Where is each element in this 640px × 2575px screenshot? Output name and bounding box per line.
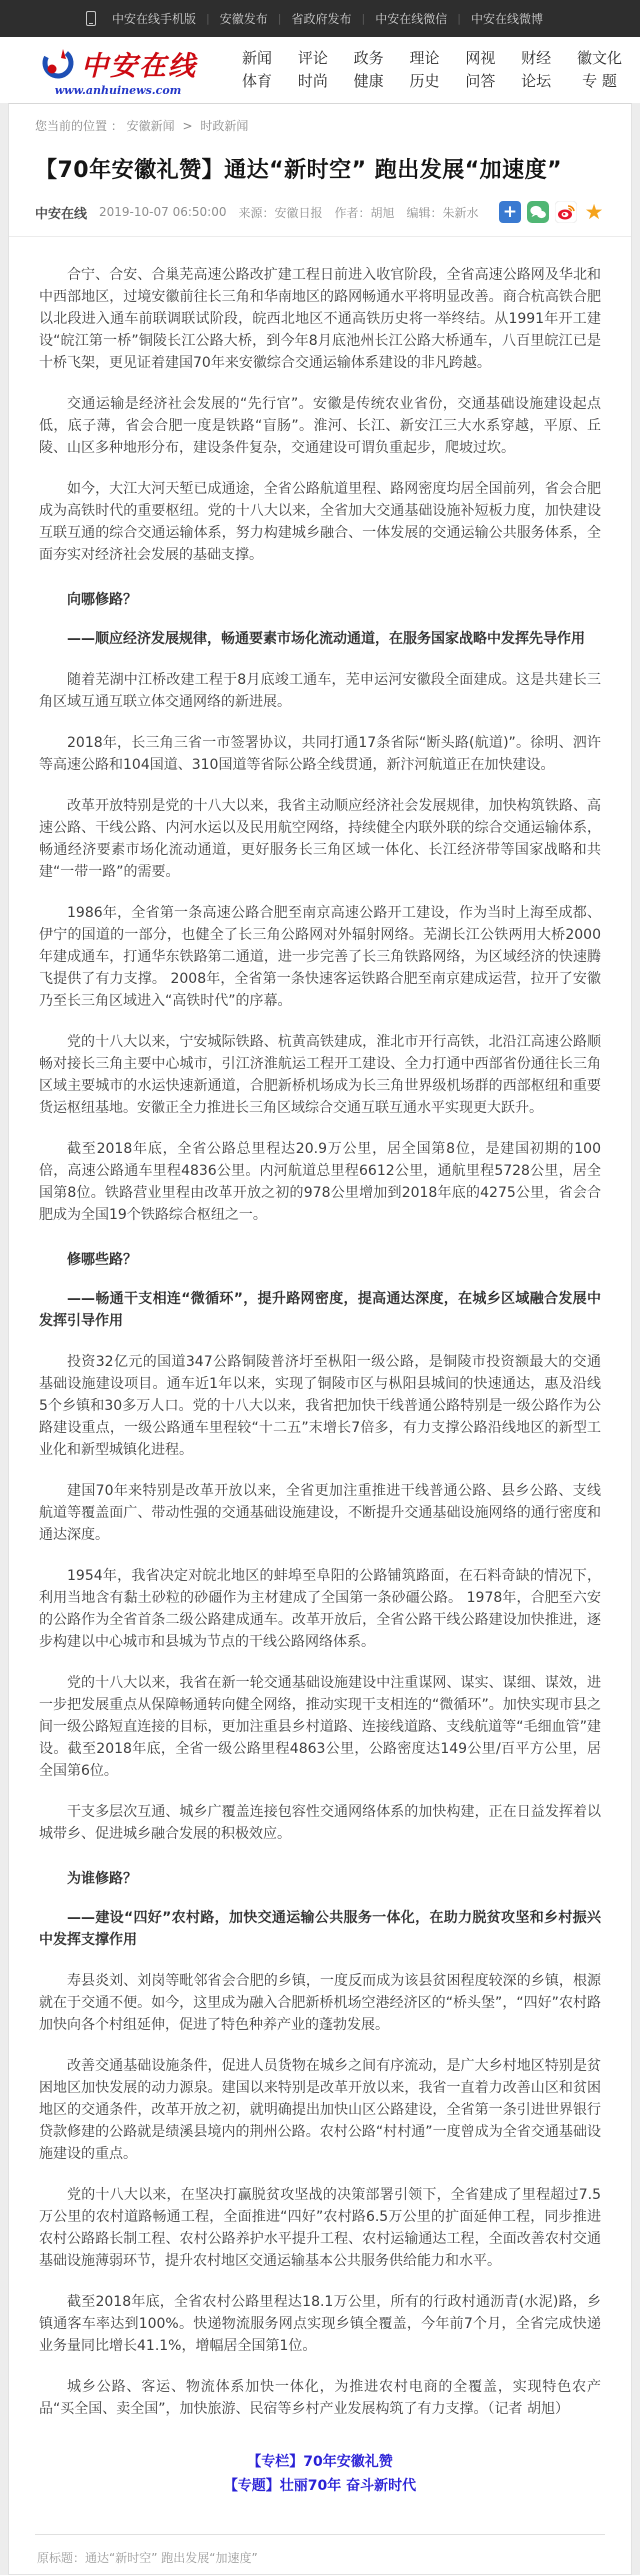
original-title-note: 原标题：通达“新时空” 跑出发展“加速度”	[35, 2534, 605, 2574]
article-meta	[9, 188, 631, 237]
article-paragraph: 随着芜湖中江桥改建工程于8月底竣工通车，芜申运河安徽段全面建成。这是共建长三角区域互通互联立体交通网络的新进展。	[39, 672, 601, 710]
nav-item-2[interactable]	[354, 47, 384, 94]
share-plus-icon[interactable]	[499, 201, 521, 223]
nav-item-label-bottom: 健康	[353, 72, 384, 90]
nav-item-0[interactable]	[242, 47, 272, 94]
article-paragraph: 改革开放特别是党的十八大以来，我省主动顺应经济社会发展规律，加快构筑铁路、高速公路、干线公路、内河水运以及民用航空网络，持续健全内联外联的综合交通运输体系，畅通经济要素市场化流动通道，更好服务长三角区域一体化、长江经济带等国家战略和共建“一带一路”的需要。	[39, 798, 601, 880]
section-subheading: ——畅通干支相连“微循环”，提升路网密度，提高通达深度，在城乡区域融合发展中发挥引导作用	[39, 1291, 601, 1329]
page-title: 【70年安徽礼赞】通达“新时空” 跑出发展“加速度”	[35, 158, 563, 183]
nav-item-label-top: 徽文化	[576, 48, 622, 67]
site-logo[interactable]	[28, 44, 208, 97]
nav-item-label-bottom: 问答	[465, 72, 496, 90]
breadcrumb-link-anhui-news[interactable]: 安徽新闻	[126, 119, 175, 133]
nav-item-label-bottom: 时尚	[297, 72, 328, 90]
mobile-phone-icon	[86, 11, 96, 26]
wechat-icon[interactable]	[527, 201, 549, 223]
article-paragraph: 改善交通基础设施条件，促进人员货物在城乡之间有序流动，是广大乡村地区特别是贫困地区加快发展的动力源泉。建国以来特别是改革开放以来，我省一直着力改善山区和贫困地区的交通条件，改革开放之初，就明确提出加快山区公路建设，全省第一条引进世界银行贷款修建的公路就是绩溪县境内的荆州公路。农村公路“村村通”一度曾成为全省交通基础设施建设的重点。	[39, 2058, 601, 2162]
article-paragraph: 2018年，长三角三省一市签署协议，共同打通17条省际“断头路(航道)”。徐明、泗许等高速公路和104国道、310国道等省际公路全线贯通，新汴河航道正在加快建设。	[39, 735, 601, 773]
nav-item-label-bottom: 论坛	[521, 72, 552, 90]
breadcrumb-prefix: 您当前的位置 ：	[35, 119, 123, 133]
nav-item-label-top: 财经	[521, 48, 552, 67]
meta-author: 作者：胡旭	[334, 205, 395, 220]
article-paragraph: 1954年，我省决定对皖北地区的蚌埠至阜阳的公路铺筑路面，在石料奇缺的情况下，利用当地含有黏土砂粒的砂礓作为主材建成了全国第一条砂礓公路。 1978年，合肥至六安的公路作为全省首条二级公路建成通车。改革开放后，全省公路干线公路建设加快推进，逐步构建以中心城市和县城为节点的干线公路网络体系。	[39, 1568, 601, 1650]
article-paragraph: 合宁、合安、合巢芜高速公路改扩建工程日前进入收官阶段，全省高速公路网及华北和中西部地区，过境安徽前往长三角和华南地区的路网畅通水平将明显改善。商合杭高铁合肥以北段进入通车前联调联试阶段，皖西北地区不通高铁历史将一举终结。从1991年开工建设“皖江第一桥”铜陵长江公路大桥，到今年8月底池州长江公路大桥通车，八百里皖江已是十桥飞架，更见证着建国70年来安徽综合交通运输体系建设的非凡跨越。	[39, 267, 601, 371]
breadcrumb	[9, 104, 631, 140]
logo-text: 中安在线	[81, 50, 197, 82]
article-paragraph: 交通运输是经济社会发展的“先行官”。安徽是传统农业省份，交通基础设施建设起点低，底子薄，省会合肥一度是铁路“盲肠”。淮河、长江、新安江三大水系穿越，平原、丘陵、山区多种地形分布，建设条件复杂，交通建设可谓负重起步，爬坡过坎。	[39, 396, 601, 456]
article-paragraph: 截至2018年底，全省农村公路里程达18.1万公里，所有的行政村通沥青(水泥)路，乡镇通客车率达到100%。快递物流服务网点实现乡镇全覆盖，今年前7个月，全省完成快递业务量同比增长41.1%，增幅居全国第1位。	[39, 2294, 601, 2354]
nav-item-label-bottom: 历史	[409, 72, 440, 90]
nav-item-label-bottom: 专 题	[582, 72, 617, 90]
topic-link[interactable]: 【专题】壮丽70年 奋斗新时代	[223, 2478, 417, 2494]
section-heading: 修哪些路？	[67, 1252, 137, 1268]
share-bar	[499, 201, 605, 223]
section-subheading: ——顺应经济发展规律，畅通要素市场化流动通道，在服务国家战略中发挥先导作用	[67, 631, 585, 647]
article-body	[9, 237, 631, 2420]
topbar-link-gov-fabu[interactable]: 省政府发布	[291, 12, 352, 26]
nav-item-label-bottom: 体育	[242, 72, 273, 90]
logo-url: www.anhuinews.com	[54, 83, 182, 97]
site-header	[0, 37, 640, 103]
nav-item-1[interactable]	[298, 47, 328, 94]
topbar-link-anhui-fabu[interactable]: 安徽发布	[219, 12, 268, 26]
nav-item-5[interactable]	[521, 47, 551, 94]
content-card	[8, 103, 632, 2575]
topbar	[0, 0, 640, 37]
article-paragraph: 截至2018年底，全省公路总里程达20.9万公里，居全国第8位，是建国初期的100倍，高速公路通车里程4836公里。内河航道总里程6612公里，通航里程5728公里，居全国第8位。铁路营业里程由改革开放之初的978公里增加到2018年底的4275公里，省会合肥成为全国19个铁路综合枢纽之一。	[39, 1141, 601, 1223]
topbar-link-wechat[interactable]: 中安在线微信	[375, 12, 448, 26]
article-paragraph: 党的十八大以来，在坚决打赢脱贫攻坚战的决策部署引领下，全省建成了里程超过7.5万公里的农村道路畅通工程，全面推进“四好”农村路6.5万公里的扩面延伸工程，同步推进农村公路路长制工程、农村公路养护水平提升工程、农村运输通达工程，全面改善农村交通基础设施薄弱环节，提升农村地区交通运输基本公共服务供给能力和水平。	[39, 2187, 601, 2269]
meta-source: 来源：安徽日报	[238, 205, 323, 220]
nav-item-label-top: 政务	[353, 48, 384, 67]
nav-item-4[interactable]	[465, 47, 495, 94]
article-paragraph: 投资32亿元的国道347公路铜陵普济圩至枞阳一级公路，是铜陵市投资额最大的交通基础设施建设项目。通车近1年以来，实现了铜陵市区与枞阳县城间的快速通达，惠及沿线5个乡镇和30多万人口。党的十八大以来，我省把加快干线普通公路特别是一级公路作为公路建设重点，一级公路通车里程较“十二五”末增长7倍多，有力支撑公路沿线地区的新型工业化和新型城镇化进程。	[39, 1354, 601, 1458]
nav-item-label-top: 理论	[409, 48, 440, 67]
divider: |	[457, 12, 461, 25]
divider: |	[206, 12, 210, 25]
related-links	[9, 2450, 631, 2498]
breadcrumb-separator: >	[182, 119, 193, 133]
article-paragraph: 建国70年来特别是改革开放以来，全省更加注重推进干线普通公路、县乡公路、支线航道等覆盖面广、带动性强的交通基础设施建设，不断提升交通基础设施网络的通行密度和通达深度。	[39, 1483, 601, 1543]
article-paragraph: 党的十八大以来，宁安城际铁路、杭黄高铁建成，淮北市开行高铁，北沿江高速公路顺畅对接长三角主要中心城市，引江济淮航运工程开工建设、全力打通中西部省份通往长三角区域主要城市的水运快速新通道，合肥新桥机场成为长三角世界级机场群的西部枢纽和重要货运枢纽基地。安徽正全力推进长三角区域综合交通互联互通水平实现更大跃升。	[39, 1034, 601, 1116]
column-link[interactable]: 【专栏】70年安徽礼赞	[247, 2454, 393, 2470]
article-paragraph: 干支多层次互通、城乡广覆盖连接包容性交通网络体系的加快构建，正在日益发挥着以城带乡、促进城乡融合发展的积极效应。	[39, 1804, 601, 1842]
article-paragraph: 党的十八大以来，我省在新一轮交通基础设施建设中注重谋网、谋实、谋细、谋效，进一步把发展重点从保障畅通转向健全网络，推动实现干支相连的“微循环”。加快实现市县之间一级公路短直连接的目标，更加注重县乡村道路、连接线道路、支线航道等“毛细血管”建设。截至2018年底，全省一级公路里程4863公里，公路密度达149公里/百平方公里，居全国第6位。	[39, 1675, 601, 1779]
article-paragraph: 1986年，全省第一条高速公路合肥至南京高速公路开工建设，作为当时上海至成都、伊宁的国道的一部分，也健全了长三角公路网对外辐射网络。芜湖长江公铁两用大桥2000年建成通车，打通华东铁路第二通道，进一步完善了长三角铁路网络，为区域经济的快速腾飞提供了有力支撑。 2008年，全省第一条快速客运铁路合肥至南京建成运营，拉开了安徽乃至长三角区域进入“高铁时代”的序幕。	[39, 905, 601, 1009]
nav-item-3[interactable]	[409, 47, 439, 94]
main-nav	[242, 47, 622, 94]
section-heading: 为谁修路？	[67, 1871, 137, 1887]
qzone-star-icon[interactable]	[583, 201, 605, 223]
topbar-link-weibo[interactable]: 中安在线微博	[470, 12, 543, 26]
breadcrumb-link-politics-news[interactable]: 时政新闻	[200, 119, 249, 133]
meta-site-name: 中安在线	[35, 206, 88, 222]
divider: |	[277, 12, 282, 25]
section-subheading: ——建设“四好”农村路，加快交通运输公共服务一体化，在助力脱贫攻坚和乡村振兴中发挥支撑作用	[39, 1910, 601, 1948]
article-paragraph: 如今，大江大河天堑已成通途，全省公路航道里程、路网密度均居全国前列，省会合肥成为高铁时代的重要枢纽。党的十八大以来，全省加大交通基础设施补短板力度，加快建设互联互通的综合交通运输体系，努力构建城乡融合、一体发展的交通运输公共服务体系，全面夯实对经济社会发展的基础支撑。	[39, 481, 601, 563]
section-heading: 向哪修路？	[67, 592, 137, 608]
article-paragraph: 寿县炎刘、刘岗等毗邻省会合肥的乡镇，一度反而成为该县贫困程度较深的乡镇，根源就在于交通不便。如今，这里成为融入合肥新桥机场空港经济区的“桥头堡”，“四好”农村路加快向各个村组延伸，促进了特色种养产业的蓬勃发展。	[39, 1973, 601, 2033]
nav-item-label-top: 新闻	[242, 48, 273, 67]
article-paragraph: 城乡公路、客运、物流体系加快一体化，为推进农村电商的全覆盖，实现特色农产品“买全国、卖全国”，加快旅游、民宿等乡村产业发展构筑了有力支撑。（记者 胡旭）	[39, 2379, 601, 2417]
meta-datetime: 2019-10-07 06:50:00	[99, 205, 227, 219]
nav-item-6[interactable]	[577, 47, 622, 94]
nav-item-label-top: 评论	[297, 48, 328, 67]
meta-editor: 编辑：朱新水	[406, 205, 479, 220]
weibo-icon[interactable]	[555, 201, 577, 223]
topbar-link-mobile[interactable]: 中安在线手机版	[112, 12, 197, 26]
divider: |	[361, 12, 366, 25]
logo-swoosh-icon	[39, 45, 77, 81]
nav-item-label-top: 网视	[465, 48, 496, 67]
